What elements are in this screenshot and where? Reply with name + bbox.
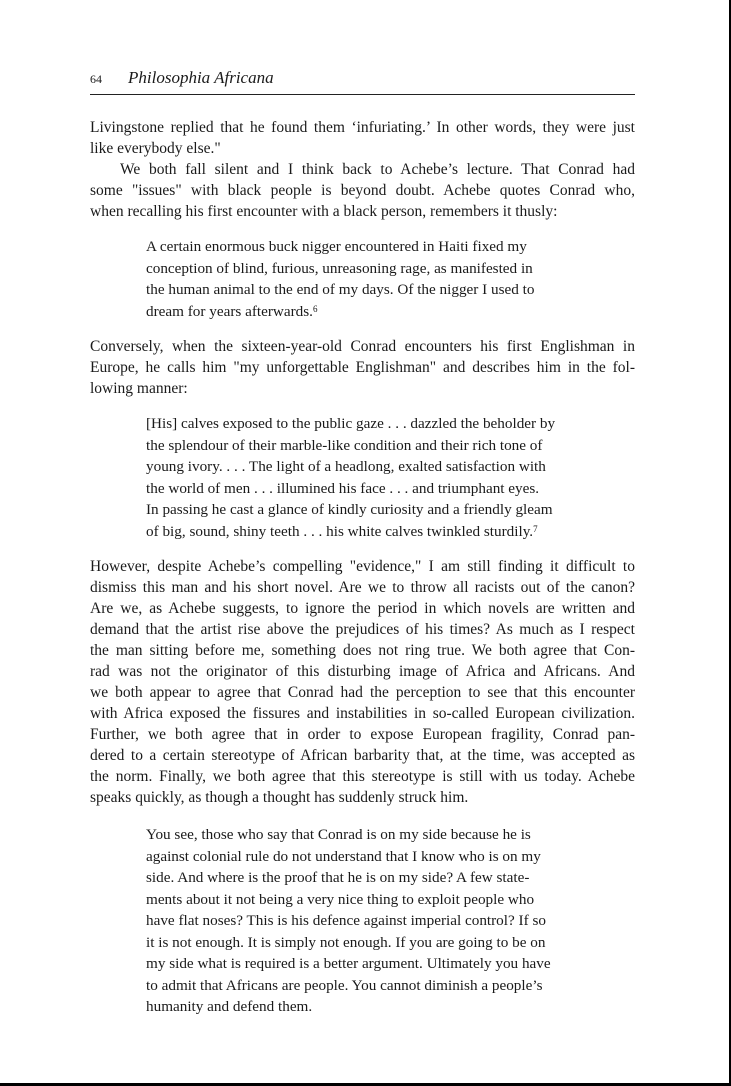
text-line: demand that the artist rise above the prejudices of his times? As much as I respect bbox=[90, 621, 635, 638]
running-header bbox=[90, 68, 635, 95]
text-line: Livingstone replied that he found them ‘infuriating.’ In other words, they were just bbox=[90, 119, 635, 136]
text-line: Europe, he calls him "my unforgettable Englishman" and describes him in the fol- bbox=[90, 359, 635, 376]
text-line: when recalling his first encounter with a black person, remembers it thusly: bbox=[90, 203, 558, 220]
quote-line: the human animal to the end of my days. Of the nigger I used to bbox=[146, 281, 535, 298]
paragraph-1 bbox=[90, 117, 635, 159]
text-line: Further, we both agree that in order to expose European fragility, Conrad pan- bbox=[90, 726, 635, 743]
quote-line bbox=[146, 521, 579, 543]
text-line: some "issues" with black people is beyond doubt. Achebe quotes Conrad who, bbox=[90, 182, 635, 199]
text-line: with Africa exposed the fissures and instabilities in so-called European civilization. bbox=[90, 705, 635, 722]
text-line: Are we, as Achebe suggests, to ignore the period in which novels are written and bbox=[90, 600, 635, 617]
text-line: the man sitting before me, something does not ring true. We both agree that Con- bbox=[90, 642, 635, 659]
quote-line: In passing he cast a glance of kindly curiosity and a friendly gleam bbox=[146, 501, 553, 518]
text-line: speaks quickly, as though a thought has suddenly struck him. bbox=[90, 789, 469, 806]
text-line: Conversely, when the sixteen-year-old Conrad encounters his first Englishman in bbox=[90, 338, 635, 355]
quote-line: the world of men . . . illumined his face . . . and triumphant eyes. bbox=[146, 479, 540, 497]
block-quote-1 bbox=[146, 236, 579, 322]
paragraph-4 bbox=[90, 556, 635, 808]
quote-line: it is not enough. It is simply not enough. If you are going to be on bbox=[146, 933, 546, 951]
paragraph-2 bbox=[90, 159, 635, 222]
block-quote-2 bbox=[146, 413, 579, 542]
quote-line bbox=[146, 301, 579, 323]
text-line: like everybody else." bbox=[90, 140, 221, 157]
quote-line: to admit that Africans are people. You cannot diminish a people’s bbox=[146, 976, 543, 994]
quote-line-text: of big, sound, shiny teeth . . . his white calves twinkled sturdily. bbox=[146, 522, 534, 540]
text-line: We both fall silent and I think back to Achebe’s lecture. That Conrad had bbox=[120, 161, 635, 178]
paragraph-3 bbox=[90, 336, 635, 399]
quote-line: the splendour of their marble-like condition and their rich tone of bbox=[146, 436, 543, 454]
quote-line: ments about it not being a very nice thing to exploit people who bbox=[146, 890, 535, 908]
quote-line: conception of blind, furious, unreasoning rage, as manifested in bbox=[146, 259, 533, 277]
quote-line: have flat noses? This is his defence against imperial control? If so bbox=[146, 912, 546, 929]
text-line: dered to a certain stereotype of African barbarity that, at the time, was accepted as bbox=[90, 747, 635, 764]
quote-line: my side what is required is a better argument. Ultimately you have bbox=[146, 955, 551, 972]
quote-line: humanity and defend them. bbox=[146, 998, 313, 1015]
footnote-marker-7: 7 bbox=[533, 523, 538, 534]
text-line: the norm. Finally, we both agree that this stereotype is still with us today. Achebe bbox=[90, 768, 635, 785]
block-quote-3 bbox=[146, 824, 579, 1018]
text-line: rad was not the originator of this disturbing image of Africa and Africans. And bbox=[90, 663, 635, 680]
running-title: Philosophia Africana bbox=[128, 68, 274, 87]
quote-line: side. And where is the proof that he is on my side? A few state- bbox=[146, 869, 530, 886]
quote-line: A certain enormous buck nigger encountered in Haiti fixed my bbox=[146, 238, 527, 255]
page-number: 64 bbox=[90, 72, 102, 86]
text-line: lowing manner: bbox=[90, 380, 188, 397]
text-line: dismiss this man and his short novel. Are we to throw all racists out of the canon? bbox=[90, 579, 635, 596]
quote-line: [His] calves exposed to the public gaze . . . dazzled the beholder by bbox=[146, 415, 556, 432]
quote-line: You see, those who say that Conrad is on my side because he is bbox=[146, 826, 531, 843]
page-body bbox=[90, 117, 635, 1018]
quote-line: young ivory. . . . The light of a headlong, exalted satisfaction with bbox=[146, 458, 546, 475]
footnote-marker-6: 6 bbox=[312, 303, 318, 314]
text-line: we both appear to agree that Conrad had the perception to see that this encounter bbox=[90, 684, 635, 701]
quote-line-text: dream for years afterwards. bbox=[146, 302, 313, 320]
quote-line: against colonial rule do not understand that I know who is on my bbox=[146, 847, 541, 865]
text-line: However, despite Achebe’s compelling "evidence," I am still finding it difficult to bbox=[90, 558, 635, 575]
